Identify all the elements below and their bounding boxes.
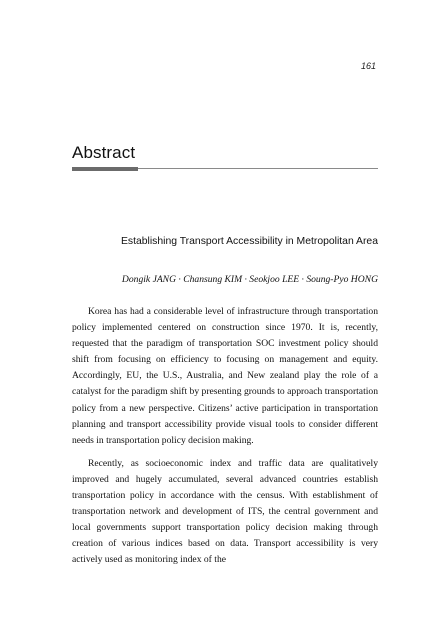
abstract-body [72, 304, 378, 576]
paper-title: Establishing Transport Accessibility in Metropolitan Area [120, 236, 378, 247]
author-list: Dongik JANG · Chansung KIM · Seokjoo LEE · Soung-Pyo HONG [121, 274, 378, 285]
abstract-paragraph: Recently, as socioeconomic index and traffic data are qualitatively improved and hugely accumulated, several advanced countries establish transportation policy in accordance with the census. With establishment of transportation network and development of ITS, the central government and local governments support transportation policy decision making through creation of various indices based on data. Transport accessibility is very actively used as monitoring index of the [72, 457, 378, 566]
heading-rule-accent [72, 167, 138, 171]
section-heading: Abstract [72, 143, 136, 162]
abstract-paragraph: Korea has had a considerable level of infrastructure through transportation policy implemented centered on construction since 1970. It is, recently, requested that the paradigm of transportation SOC investment policy should shift from focusing on efficiency to focusing on management and equity. Accordingly, EU, the U.S., Australia, and New zealand play the role of a catalyst for the paradigm shift by presenting grounds to approach transportation policy from a new perspective. Citizens’ active participation in transportation planning and transport accessibility provide visual tools to consider different needs in transportation policy decision making. [72, 306, 378, 446]
page-number: 161 [360, 61, 376, 71]
